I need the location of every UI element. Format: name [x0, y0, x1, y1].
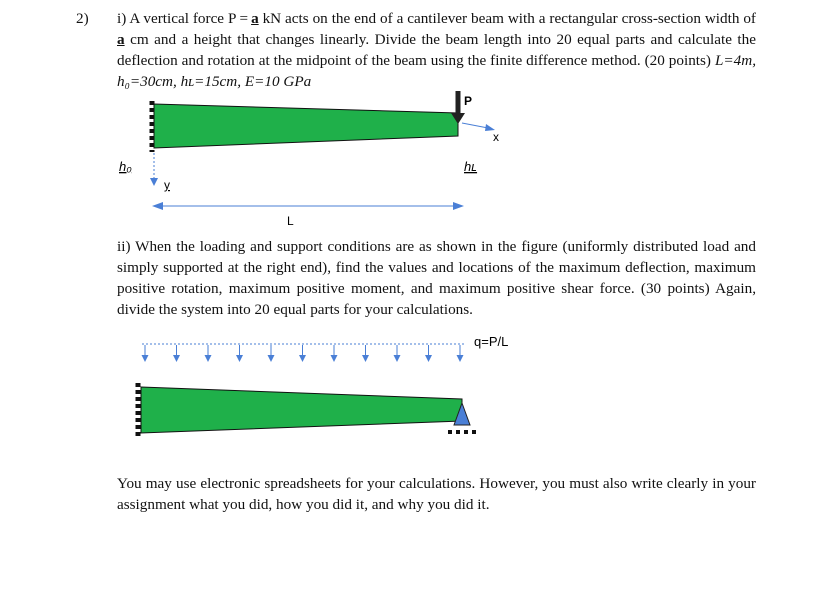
load-arrow-head — [457, 355, 464, 362]
y-axis-arrow — [150, 153, 158, 186]
beam-2 — [141, 387, 462, 433]
length-dimension — [152, 202, 464, 210]
load-arrow-head — [142, 355, 149, 362]
hl-label: hʟ — [464, 159, 478, 174]
load-arrow-head — [425, 355, 432, 362]
load-arrow-head — [362, 355, 369, 362]
distributed-load-label: q=P/L — [474, 334, 509, 349]
distributed-load — [142, 344, 466, 362]
variable-a-2: a — [117, 31, 125, 48]
length-label: L — [287, 214, 294, 228]
note-text: You may use electronic spreadsheets for your calculations. However, you must also write clearly in your assignment what you did, how you did it, and why you did it. — [117, 475, 756, 513]
load-arrow-head — [236, 355, 243, 362]
h0-label: h₀ — [119, 159, 132, 174]
part-1-intro: i) A vertical force P = — [117, 10, 252, 27]
part-1-body: cm and a height that changes linearly. Divide the beam length into 20 equal parts and calculate the deflection and rotation at the midpoint of the beam using the finite difference method. (20 points) — [117, 31, 756, 69]
x-axis-arrow — [462, 123, 495, 131]
load-arrow-head — [173, 355, 180, 362]
load-arrow-head — [331, 355, 338, 362]
y-axis-label: y — [164, 178, 170, 192]
question-number: 2) — [76, 10, 89, 27]
load-arrow-head — [394, 355, 401, 362]
variable-a-1: a — [251, 10, 259, 27]
x-axis-label: x — [493, 130, 499, 144]
load-arrow-head — [205, 355, 212, 362]
cantilever-beam — [154, 104, 458, 148]
part-1-parameters: L=4m, h₀=30cm, hʟ=15cm, E=10 GPa — [117, 52, 756, 90]
part-1-mid: kN acts on the end of a cantilever beam with a rectangular cross-section width of — [258, 10, 756, 27]
load-arrow-head — [299, 355, 306, 362]
part-2-text: ii) When the loading and support conditions are as shown in the figure (uniformly distributed load and simply supported at the right end), find the values and locations of the maximum deflection, maximum positive rotation, maximum positive moment, and maximum positive shear force. (30 points) Again, divide the system into 20 equal parts for your calculations. — [117, 238, 756, 318]
load-arrow-head — [268, 355, 275, 362]
load-p-label: P — [464, 94, 473, 108]
